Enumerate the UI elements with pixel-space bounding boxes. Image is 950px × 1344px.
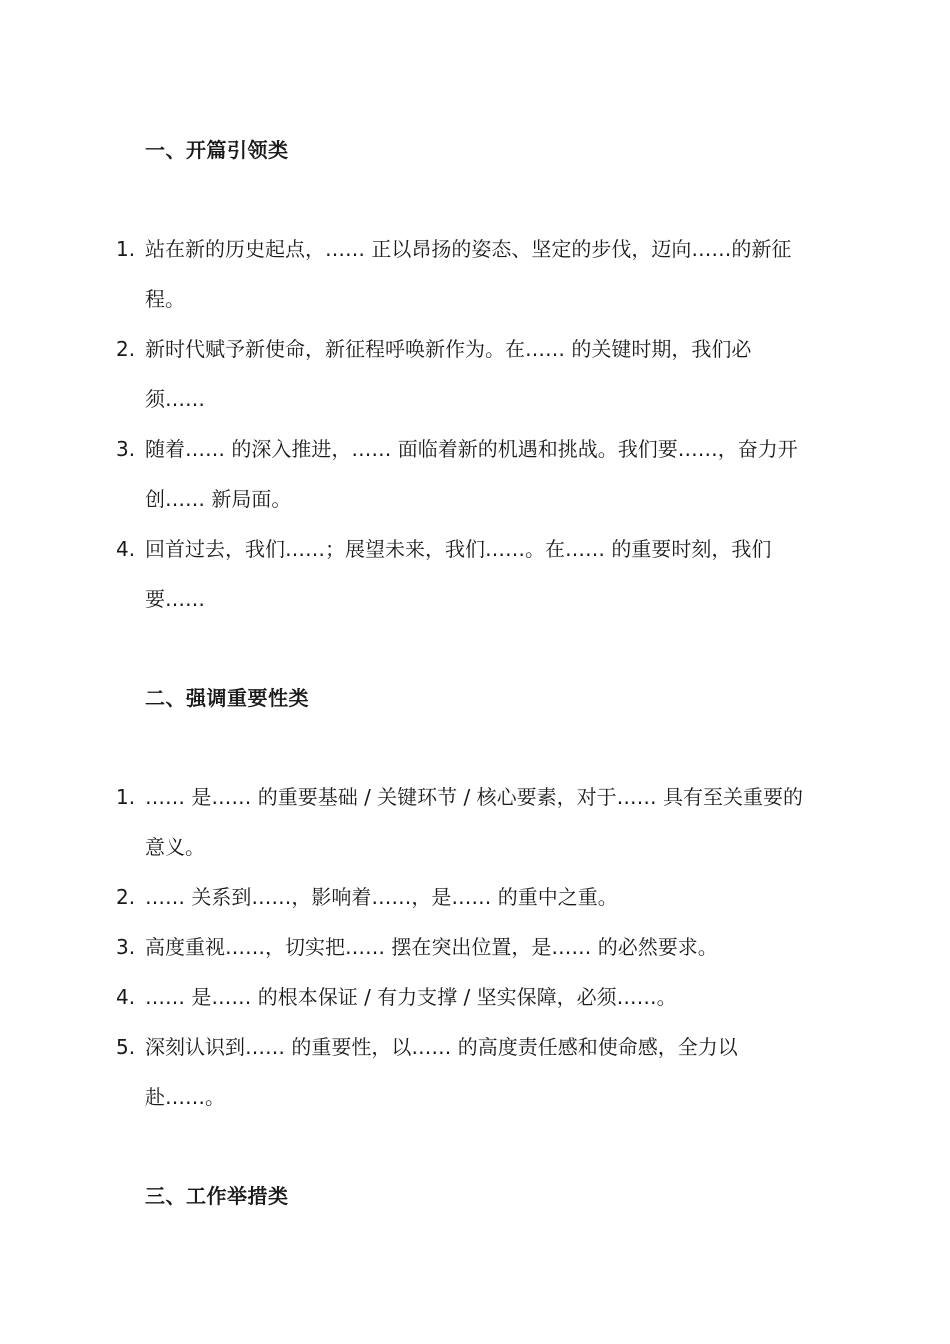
item-number: 4. (116, 537, 136, 561)
list-item (0, 524, 810, 624)
item-text: …… 是…… 的根本保证 / 有力支撑 / 坚实保障，必须……。 (145, 985, 677, 1009)
item-number: 5. (116, 1035, 136, 1059)
item-text: 深刻认识到…… 的重要性，以…… 的高度责任感和使命感，全力以赴……。 (145, 1035, 738, 1109)
section-list (0, 772, 810, 1122)
item-number: 3. (116, 935, 136, 959)
item-number: 2. (116, 337, 136, 361)
item-text: 站在新的历史起点，…… 正以昂扬的姿态、坚定的步伐，迈向……的新征程。 (145, 237, 792, 311)
list-item (0, 972, 810, 1022)
item-text: 随着…… 的深入推进，…… 面临着新的机遇和挑战。我们要……，奋力开创…… 新局面。 (145, 437, 798, 511)
list-item (0, 324, 810, 424)
item-text: 高度重视……，切实把…… 摆在突出位置，是…… 的必然要求。 (145, 935, 718, 959)
list-item (0, 922, 810, 972)
section-list (0, 224, 810, 624)
item-number: 3. (116, 437, 136, 461)
list-item (0, 224, 810, 324)
item-number: 1. (116, 237, 136, 261)
list-item (0, 1022, 810, 1122)
item-number: 4. (116, 985, 136, 1009)
section-heading: 三、工作举措类 (145, 1184, 289, 1208)
list-item (0, 424, 810, 524)
item-text: …… 是…… 的重要基础 / 关键环节 / 核心要素，对于…… 具有至关重要的意义。 (145, 785, 803, 859)
item-text: 新时代赋予新使命，新征程呼唤新作为。在…… 的关键时期，我们必须…… (145, 337, 752, 411)
item-text: …… 关系到……，影响着……，是…… 的重中之重。 (145, 885, 618, 909)
list-item (0, 772, 810, 872)
item-number: 1. (116, 785, 136, 809)
item-number: 2. (116, 885, 136, 909)
item-text: 回首过去，我们……；展望未来，我们……。在…… 的重要时刻，我们要…… (145, 537, 772, 611)
section-heading: 二、强调重要性类 (145, 686, 309, 710)
section-heading: 一、开篇引领类 (145, 138, 289, 162)
list-item (0, 872, 810, 922)
